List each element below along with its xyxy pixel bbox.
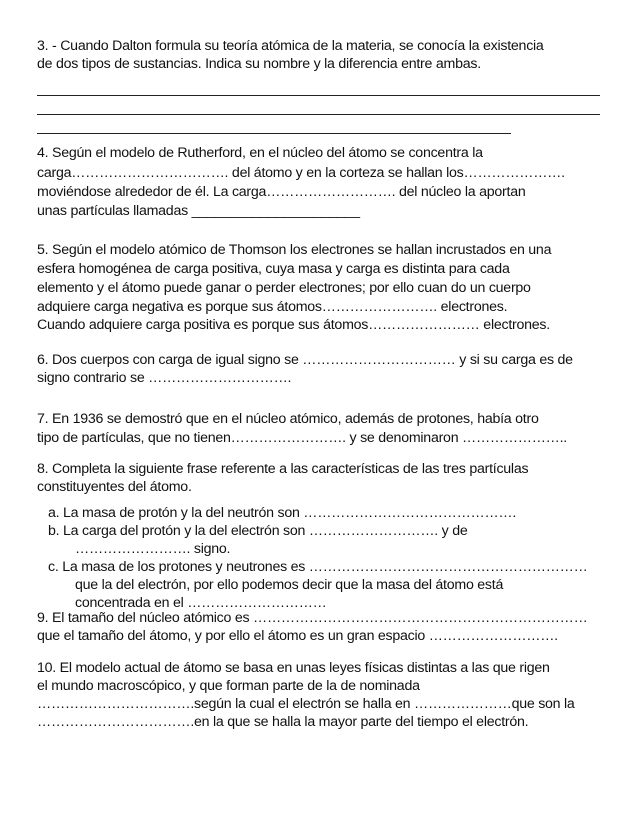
q8-item-a: a. La masa de protón y la del neutrón son ………………………………………. xyxy=(48,505,517,521)
q5-line-4: adquiere carga negativa es porque sus átomos……………………. electrones. xyxy=(37,299,508,315)
q10-line-1: 10. El modelo actual de átomo se basa en unas leyes físicas distintas a las que rigen xyxy=(37,660,550,676)
q8-item-c: c. La masa de los protones y neutrones es …………………………………………………… xyxy=(48,559,588,575)
q10-line-2: el mundo macroscópico, y que forman parte de la de nominada xyxy=(37,678,420,694)
q7-line-1: 7. En 1936 se demostró que en el núcleo atómico, además de protones, había otro xyxy=(37,411,539,427)
q3-line-2: de dos tipos de sustancias. Indica su nombre y la diferencia entre ambas. xyxy=(37,56,481,72)
q4-line-2: carga……………………………. del átomo y en la corteza se hallan los…………………. xyxy=(37,165,565,181)
q5-line-5: Cuando adquiere carga positiva es porque sus átomos…………………… electrones. xyxy=(37,317,550,333)
answer-line-2 xyxy=(37,114,600,115)
q7-line-2: tipo de partículas, que no tienen……………………. y se denominaron ………………….. xyxy=(37,430,567,446)
q9-line-1: 9. El tamaño del núcleo atómico es ……………………………………………………………… xyxy=(37,610,588,626)
q8-item-c-cont-2: concentrada en el ………………………… xyxy=(75,595,327,611)
q8-item-b: b. La carga del protón y la del electrón son ………………………. y de xyxy=(48,523,468,539)
q5-line-3: elemento y el átomo puede ganar o perder electrones; por ello cuan do un cuerpo xyxy=(37,280,531,296)
q6-line-1: 6. Dos cuerpos con carga de igual signo se …………………………… y si su carga es de xyxy=(37,352,573,368)
q6-line-2: signo contrario se …………………………. xyxy=(37,370,292,386)
q4-line-3: moviéndose alrededor de él. La carga………………………. del núcleo la aportan xyxy=(37,184,526,200)
q10-line-3: …………………………….según la cual el electrón se halla en …………………que son la xyxy=(37,696,575,712)
q8-item-c-cont-1: que la del electrón, por ello podemos decir que la masa del átomo está xyxy=(75,577,504,593)
q4-line-1: 4. Según el modelo de Rutherford, en el núcleo del átomo se concentra la xyxy=(37,145,483,161)
q4-line-4: unas partículas llamadas ______________________ xyxy=(37,203,360,219)
q10-line-4: …………………………….en la que se halla la mayor parte del tiempo el electrón. xyxy=(37,714,529,730)
q8-item-b-cont: ……………………. signo. xyxy=(75,541,231,557)
q5-line-2: esfera homogénea de carga positiva, cuya masa y carga es distinta para cada xyxy=(37,261,510,277)
q8-line-1: 8. Completa la siguiente frase referente a las características de las tres partículas xyxy=(37,461,529,477)
q5-line-1: 5. Según el modelo atómico de Thomson los electrones se hallan incrustados en una xyxy=(37,242,552,258)
answer-line-3 xyxy=(37,133,511,134)
q3-line-1: 3. - Cuando Dalton formula su teoría atómica de la materia, se conocía la existencia xyxy=(37,38,544,54)
answer-line-1 xyxy=(37,95,600,96)
q8-line-2: constituyentes del átomo. xyxy=(37,479,192,495)
q9-line-2: que el tamaño del átomo, y por ello el átomo es un gran espacio ………………………. xyxy=(37,628,558,644)
